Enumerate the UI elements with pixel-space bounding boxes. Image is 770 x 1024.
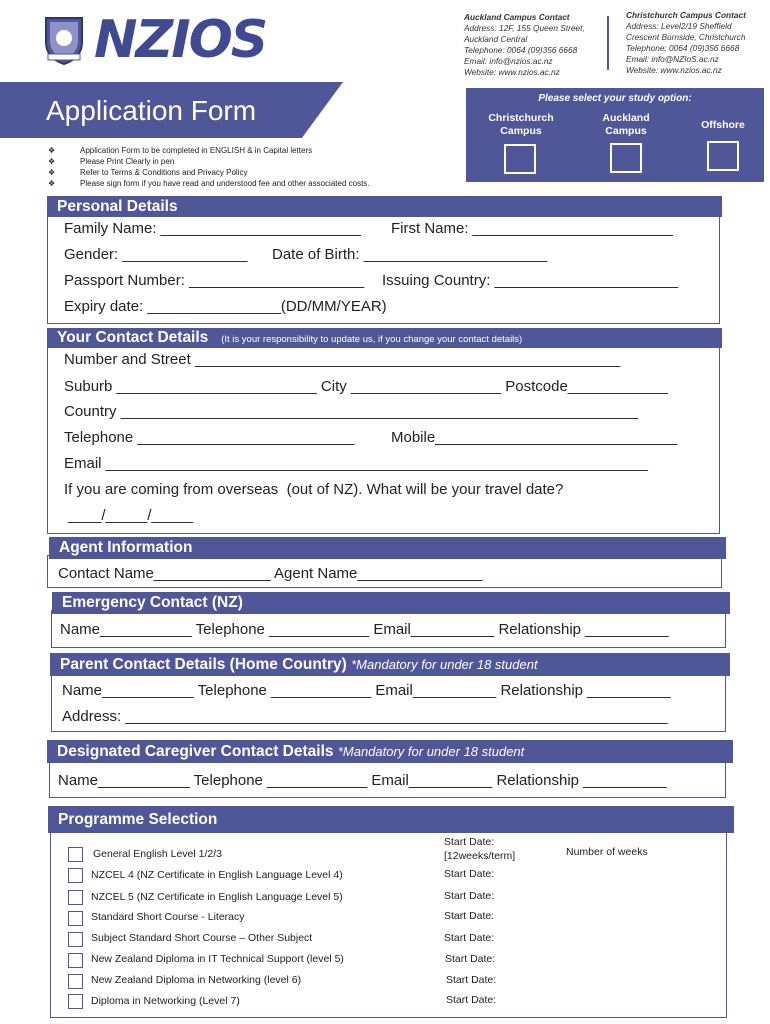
auckland-address-1: Address: 12F, 155 Queen Street, [464, 23, 585, 33]
option-label-line: Campus [500, 125, 542, 137]
travel-date-field[interactable]: ____/_____/_____ [68, 507, 194, 524]
issuing-country-field[interactable]: Issuing Country: ______________________ [382, 272, 679, 289]
offshore-checkbox[interactable] [707, 141, 739, 171]
instruction-item [48, 178, 370, 189]
contact-details-note: (It is your responsibility to update us, if you change your contact details) [221, 334, 523, 345]
programme-start-date[interactable]: Start Date: [445, 953, 496, 965]
study-option-title: Please select your study option: [538, 93, 692, 104]
personal-details-heading: Personal Details [47, 196, 722, 217]
christchurch-checkbox[interactable] [504, 144, 536, 174]
programme-checkbox[interactable] [68, 974, 83, 989]
study-option-panel [466, 88, 764, 182]
programme-checkbox[interactable] [68, 847, 83, 862]
start-date-term-header: [12weeks/term] [444, 850, 516, 862]
christchurch-address-2: Crescent Burnside, Christchurch [626, 32, 746, 42]
street-field[interactable]: Number and Street ___________________________________________________ [64, 351, 621, 368]
instruction-item [48, 145, 370, 156]
christchurch-contact-heading: Christchurch Campus Contact [626, 10, 746, 20]
instruction-text: Please sign form if you have read and understood fee and other associated costs. [80, 179, 370, 188]
passport-number-field[interactable]: Passport Number: _____________________ [64, 272, 365, 289]
parent-fields[interactable]: Name___________ Telephone ____________ Email__________ Relationship __________ [62, 682, 671, 699]
christchurch-email: Email: info@NZIoS.ac.nz [626, 54, 719, 64]
programme-start-date[interactable]: Start Date: [446, 994, 497, 1006]
instruction-text: Refer to Terms & Conditions and Privacy Policy [80, 168, 248, 177]
parent-heading-title: Parent Contact Details (Home Country) [60, 656, 347, 673]
instruction-text: Please Print Clearly in pen [80, 157, 175, 166]
programme-checkbox[interactable] [68, 911, 83, 926]
christchurch-telephone: Telephone: 0064 (09)356 6668 [626, 43, 740, 53]
programme-label: Diploma in Networking (Level 7) [91, 995, 240, 1007]
first-name-field[interactable]: First Name: ________________________ [391, 220, 673, 237]
agent-heading: Agent Information [49, 537, 726, 559]
suburb-city-postcode-field[interactable]: Suburb ________________________ City __________________ Postcode____________ [64, 378, 668, 395]
header-divider [607, 16, 609, 70]
instruction-item [48, 167, 370, 178]
programme-start-date[interactable]: Start Date: [444, 932, 495, 944]
auckland-telephone: Telephone: 0064 (09)356 6668 [464, 45, 578, 55]
bullet-icon: ❖ [48, 157, 56, 166]
emergency-heading: Emergency Contact (NZ) [52, 592, 730, 614]
agent-fields[interactable]: Contact Name______________ Agent Name_______________ [58, 565, 483, 582]
programme-checkbox[interactable] [68, 953, 83, 968]
programme-checkbox[interactable] [68, 932, 83, 947]
programme-label: Subject Standard Short Course – Other Subject [91, 932, 313, 944]
programme-checkbox[interactable] [68, 890, 83, 905]
programme-start-date[interactable]: Start Date: [444, 910, 495, 922]
caregiver-fields[interactable]: Name___________ Telephone ____________ Email__________ Relationship __________ [58, 772, 667, 789]
programme-start-date[interactable]: Start Date: [444, 868, 495, 880]
programme-label: General English Level 1/2/3 [93, 848, 222, 860]
programme-label: New Zealand Diploma in IT Technical Support (level 5) [91, 953, 344, 965]
instruction-text: Application Form to be completed in ENGLISH & in Capital letters [80, 146, 313, 155]
caregiver-heading-title: Designated Caregiver Contact Details [57, 743, 334, 760]
parent-mandatory-note: *Mandatory for under 18 student [351, 657, 538, 672]
bullet-icon: ❖ [48, 168, 56, 177]
option-offshore-label: Offshore [701, 119, 745, 131]
telephone-field[interactable]: Telephone __________________________ [64, 429, 355, 446]
programme-label: NZCEL 4 (NZ Certificate in English Language Level 4) [91, 869, 343, 881]
programme-heading: Programme Selection [48, 806, 734, 833]
travel-question: If you are coming from overseas (out of NZ). What will be your travel date? [64, 481, 564, 498]
contact-details-title: Your Contact Details [57, 329, 209, 346]
option-label-line: Campus [605, 125, 647, 137]
emergency-fields[interactable]: Name___________ Telephone ____________ Email__________ Relationship __________ [60, 621, 669, 638]
programme-label: NZCEL 5 (NZ Certificate in English Language Level 5) [91, 891, 343, 903]
christchurch-website: Website: www.nzios.ac.nz [626, 65, 722, 75]
programme-checkbox[interactable] [68, 868, 83, 883]
caregiver-heading [47, 740, 733, 763]
family-name-field[interactable]: Family Name: ________________________ [64, 220, 361, 237]
christchurch-address-1: Address: Level2/19 Sheffield [626, 21, 732, 31]
option-label-line: Auckland [602, 112, 650, 124]
auckland-checkbox[interactable] [610, 143, 642, 173]
gender-field[interactable]: Gender: _______________ [64, 246, 248, 263]
crest-logo [42, 14, 86, 66]
option-label-line: Christchurch [488, 112, 554, 124]
start-date-header: Start Date: [444, 836, 495, 848]
bullet-icon: ❖ [48, 179, 56, 188]
auckland-website: Website: www.nzios.ac.nz [464, 67, 560, 77]
brand-logo: NZIOS [94, 10, 267, 70]
programme-label: New Zealand Diploma in Networking (level 6) [91, 974, 302, 986]
instructions-list [48, 145, 370, 189]
auckland-email: Email: info@nzios.ac.nz [464, 56, 553, 66]
date-of-birth-field[interactable]: Date of Birth: ______________________ [272, 246, 548, 263]
number-of-weeks-header: Number of weeks [566, 846, 648, 858]
bullet-icon: ❖ [48, 146, 56, 155]
programme-checkbox[interactable] [68, 994, 83, 1009]
auckland-contact-heading: Auckland Campus Contact [464, 12, 570, 22]
parent-heading [50, 653, 730, 676]
programme-start-date[interactable]: Start Date: [444, 890, 495, 902]
form-title: Application Form [46, 95, 257, 126]
parent-address-field[interactable]: Address: _________________________________________________________________ [62, 708, 668, 725]
mobile-field[interactable]: Mobile_____________________________ [391, 429, 678, 446]
auckland-contact [464, 12, 609, 78]
email-field[interactable]: Email _________________________________________________________________ [64, 455, 648, 472]
option-christchurch-label [481, 112, 561, 138]
caregiver-mandatory-note: *Mandatory for under 18 student [337, 744, 525, 759]
programme-label: Standard Short Course - Literacy [91, 911, 245, 923]
contact-details-heading [47, 328, 722, 348]
instruction-item [48, 156, 370, 167]
programme-start-date[interactable]: Start Date: [446, 974, 497, 986]
country-field[interactable]: Country ______________________________________________________________ [64, 403, 638, 420]
auckland-address-2: Auckland Central [464, 34, 528, 44]
option-auckland-label [586, 112, 666, 138]
christchurch-contact [626, 10, 766, 76]
expiry-date-field[interactable]: Expiry date: ________________(DD/MM/YEAR) [64, 298, 387, 315]
